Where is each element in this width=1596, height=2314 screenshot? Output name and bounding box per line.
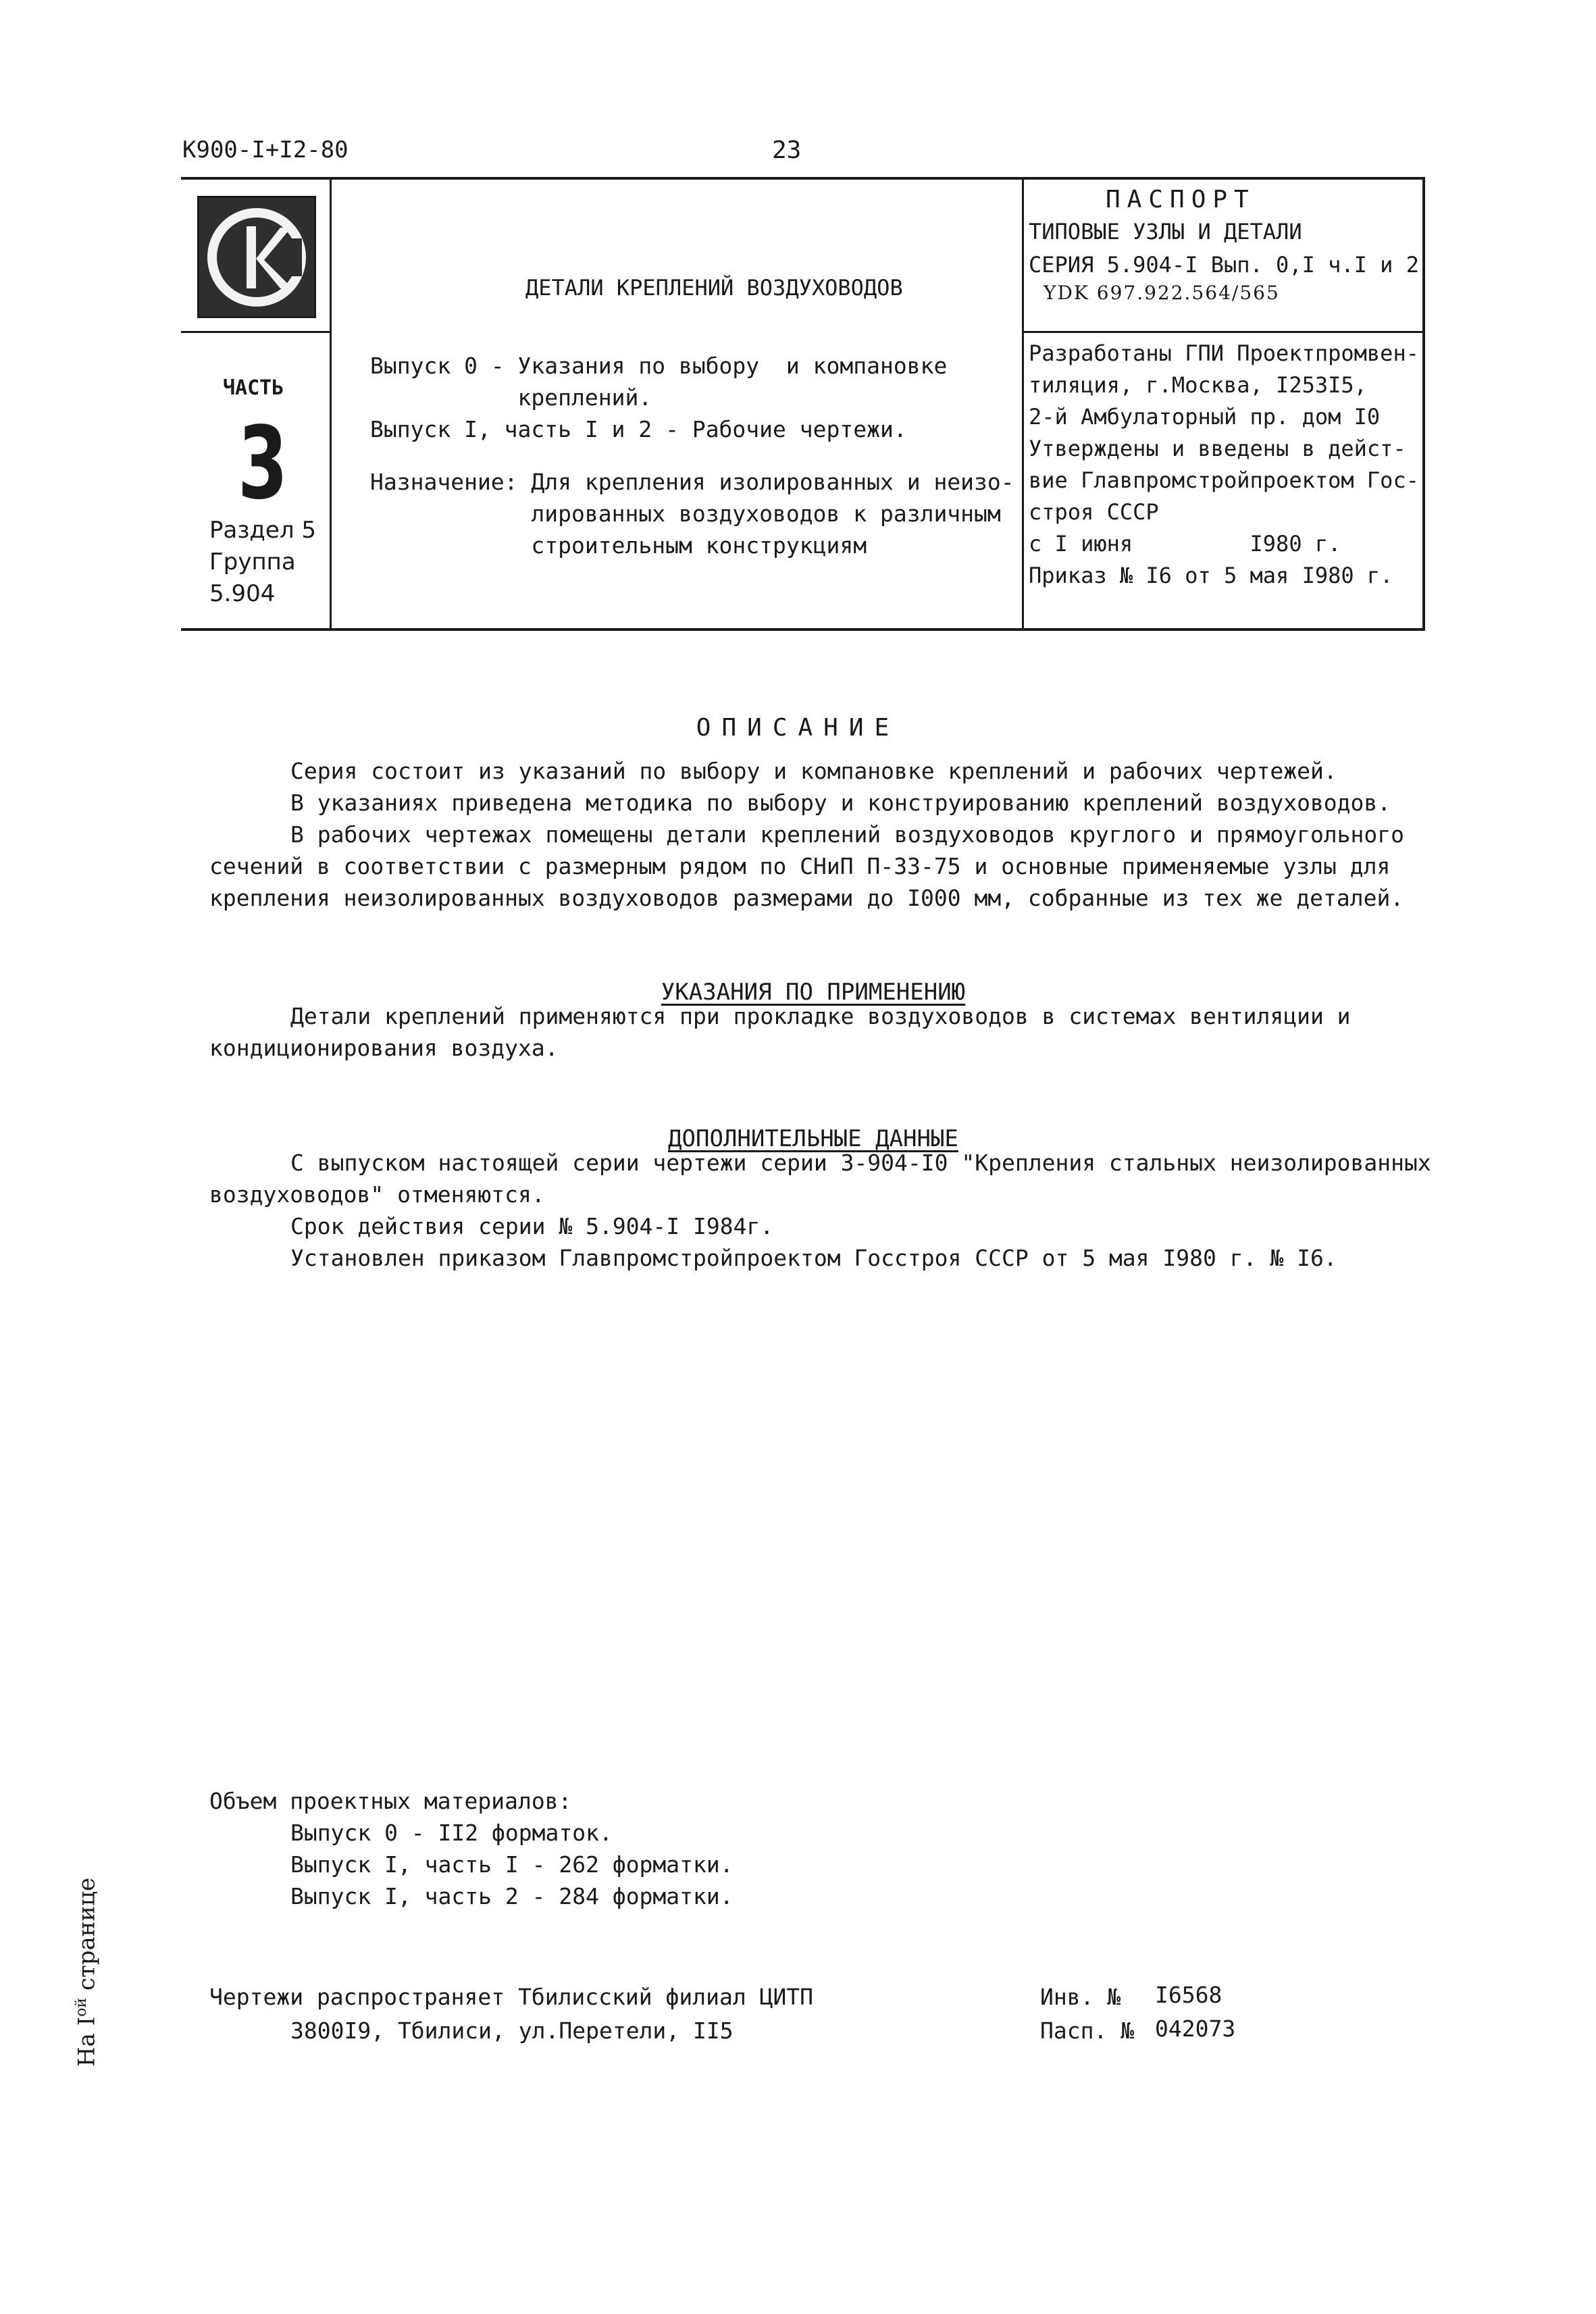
additional-line: воздуховодов" отменяются. (209, 1181, 545, 1208)
udk-code: YDK 697.922.564/565 (1044, 282, 1280, 304)
frame-top-line (181, 177, 1425, 180)
additional-heading-text: ДОПОЛНИТЕЛЬНЫЕ ДАННЫЕ (668, 1125, 958, 1152)
inventory-number: I6568 (1155, 1982, 1222, 2008)
title-block-line: лированных воздуховодов к различным (370, 500, 1001, 527)
section-label: Раздел 5 (209, 517, 317, 544)
description-heading: ОПИСАНИЕ (696, 714, 900, 742)
side-note-rest: странице (73, 1877, 101, 1998)
developer-line: строя СССР (1029, 499, 1159, 525)
distribution-line: 3800I9, Тбилиси, ул.Перетели, II5 (290, 2017, 733, 2044)
group-number: 5.904 (209, 580, 276, 607)
document-code: К900-I+I2-80 (182, 136, 349, 163)
usage-heading-text: УКАЗАНИЯ ПО ПРИМЕНЕНИЮ (661, 979, 966, 1006)
description-line: сечений в соответствии с размерным рядом по СНиП П-33-75 и основные применяемые узлы для (209, 853, 1391, 879)
description-line: Серия состоит из указаний по выбору и компановке креплений и рабочих чертежей. (290, 758, 1337, 784)
usage-line: кондиционирования воздуха. (209, 1035, 559, 1061)
developer-line: вие Главпромстройпроектом Гос- (1029, 467, 1419, 493)
developer-line: с I июня I980 г. (1029, 531, 1341, 557)
passport-line: СЕРИЯ 5.904-I Вып. 0,I ч.I и 2 (1029, 252, 1419, 278)
passport-number: 042073 (1155, 2015, 1236, 2042)
volume-item: Выпуск I, часть 2 - 284 форматки. (290, 1883, 733, 1909)
developer-line: 2-й Амбулаторный пр. дом I0 (1029, 404, 1381, 430)
additional-heading (0, 1104, 1596, 1150)
developer-line: Приказ № I6 от 5 мая I980 г. (1029, 563, 1393, 588)
developer-line: тиляция, г.Москва, I253I5, (1029, 372, 1367, 398)
inventory-label: Инв. № (1040, 1984, 1121, 2010)
volume-item: Выпуск 0 - II2 форматок. (290, 1820, 613, 1846)
volume-item: Выпуск I, часть I - 262 форматки. (290, 1851, 733, 1878)
usage-line: Детали креплений применяются при прокладке воздуховодов в системах вентиляции и (290, 1003, 1351, 1029)
divider-logo-horizontal (181, 331, 331, 333)
title-block-line: Выпуск 0 - Указания по выбору и компановке (370, 353, 948, 379)
passport-number-label: Пасп. № (1040, 2017, 1135, 2044)
volume-heading: Объем проектных материалов: (209, 1788, 572, 1814)
description-line: В указаниях приведена методика по выбору и конструированию креплений воздуховодов. (290, 790, 1391, 816)
sk-logo (197, 196, 316, 318)
developer-line: Утверждены и введены в дейст- (1029, 436, 1406, 461)
title-block-line: креплений. (370, 384, 652, 411)
group-label: Группа (209, 548, 296, 575)
frame-right-line (1422, 177, 1425, 631)
title-block-line: строительным конструкциям (370, 532, 867, 559)
passport-heading: ПАСПОРТ (1106, 186, 1256, 213)
part-label: ЧАСТЬ (223, 376, 284, 400)
description-line: крепления неизолированных воздуховодов размерами до I000 мм, собранные из тех же деталей. (209, 885, 1404, 911)
page-number: 23 (772, 136, 802, 164)
part-number: 3 (238, 405, 288, 521)
additional-line: Срок действия серии № 5.904-I I984г. (290, 1213, 774, 1239)
title-block-line: Назначение: Для крепления изолированных и неизо- (370, 469, 1014, 495)
divider-left (330, 177, 332, 631)
title-block-heading: ДЕТАЛИ КРЕПЛЕНИЙ ВОЗДУХОВОДОВ (525, 275, 903, 301)
divider-right (1022, 177, 1024, 631)
side-note-suffix: ой (73, 1997, 90, 2017)
title-block-line: Выпуск I, часть I и 2 - Рабочие чертежи. (370, 416, 907, 442)
passport-line: ТИПОВЫЕ УЗЛЫ И ДЕТАЛИ (1029, 219, 1302, 245)
additional-line: Установлен приказом Главпромстройпроектом Госстроя СССР от 5 мая I980 г. № I6. (290, 1245, 1337, 1271)
frame-bottom-line (181, 628, 1425, 631)
side-note-prefix: На I (73, 2016, 101, 2067)
divider-right-horizontal (1022, 331, 1425, 333)
side-page-note (73, 1878, 100, 2067)
description-line: В рабочих чертежах помещены детали креплений воздуховодов круглого и прямоугольного (290, 821, 1405, 848)
developer-line: Разработаны ГПИ Проектпромвен- (1029, 340, 1419, 366)
usage-heading (0, 958, 1596, 1004)
distribution-line: Чертежи распространяет Тбилисский филиал ЦИТП (209, 1984, 814, 2010)
additional-line: С выпуском настоящей серии чертежи серии 3-904-I0 "Крепления стальных неизолированных (290, 1150, 1431, 1176)
